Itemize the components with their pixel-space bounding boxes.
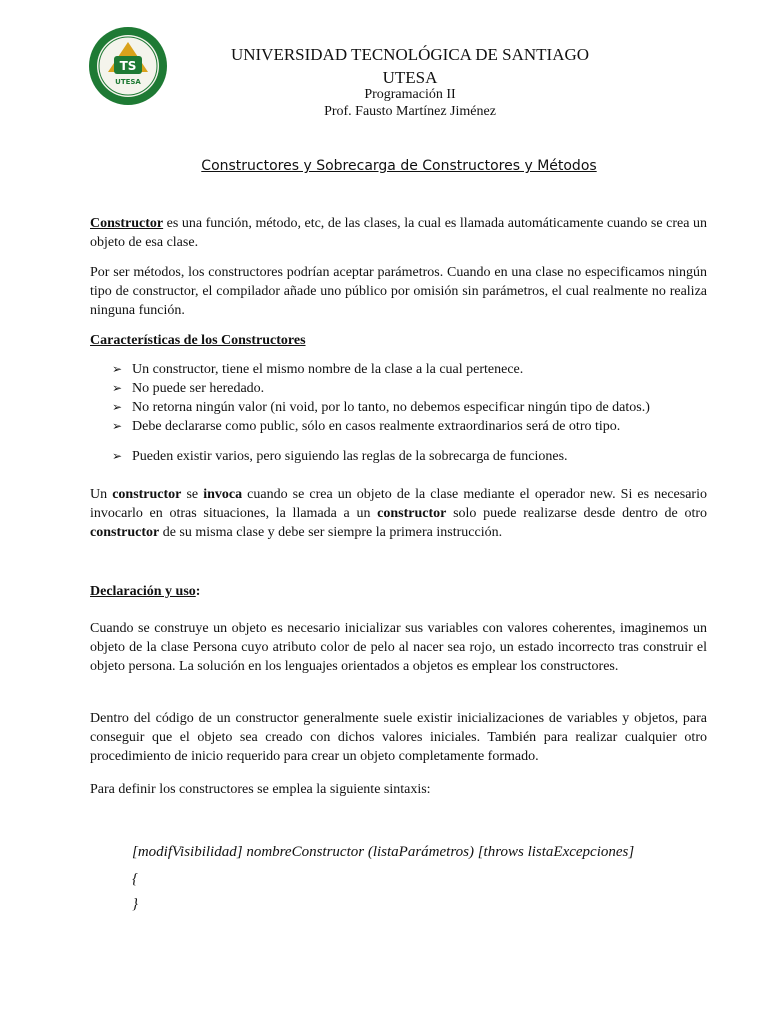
declaration-paragraph-1: Cuando se construye un objeto es necesario inicializar sus variables con valores coherentes, imaginemos un objeto de la clase Persona cuyo atributo color de pelo al nacer sea rojo, un estado incorrecto tras construir el objeto persona. La solución en los lenguajes orientados a objetos es emplear los constructores. (90, 621, 707, 674)
characteristics-heading: Características de los Constructores (90, 333, 306, 348)
arrow-bullet-icon: ➢ (112, 449, 123, 463)
arrow-bullet-icon: ➢ (112, 419, 123, 433)
intro-text: es una función, método, etc, de las clases, la cual es llamada automáticamente cuando se crea un objeto de esa clase. (90, 216, 707, 250)
svg-text:TS: TS (119, 59, 137, 73)
list-item: ➢ Debe declararse como public, sólo en casos realmente extraordinarios será de otro tipo. (112, 419, 621, 434)
arrow-bullet-icon: ➢ (112, 400, 123, 414)
characteristics-list (90, 360, 707, 466)
constructor-term: Constructor (90, 216, 164, 231)
syntax-close-brace: } (132, 896, 138, 912)
characteristics-section (90, 331, 707, 350)
intro-paragraph (90, 214, 707, 252)
arrow-bullet-icon: ➢ (112, 381, 123, 395)
document-title: Constructores y Sobrecarga de Constructores y Métodos (201, 158, 597, 174)
declaration-paragraph-3: Para definir los constructores se emplea la siguiente sintaxis: (90, 782, 431, 797)
params-paragraph (90, 263, 707, 320)
university-name: UNIVERSIDAD TECNOLÓGICA DE SANTIAGO (230, 45, 590, 64)
declaration-paragraph-2: Dentro del código de un constructor generalmente suele existir inicializaciones de variables y objetos, para conseguir que el objeto sea creado con dichos valores iniciales. También para realizar cualquier otro procedimiento de inicio requerido para crear un objeto completamente formado. (90, 711, 707, 764)
arrow-bullet-icon: ➢ (112, 362, 123, 376)
list-item: ➢ Un constructor, tiene el mismo nombre de la clase a la cual pertenece. (112, 362, 524, 377)
svg-text:UTESA: UTESA (115, 78, 141, 86)
declaration-section: Declaración y uso: (90, 584, 201, 599)
syntax-open-brace: { (132, 871, 138, 887)
university-acronym: UTESA (382, 68, 438, 87)
params-text: Por ser métodos, los constructores podrían aceptar parámetros. Cuando en una clase no especificamos ningún tipo de constructor, el compilador añade uno público por omisión sin parámetros, el cual realmente no realiza ninguna función. (90, 265, 707, 318)
professor-name: Prof. Fausto Martínez Jiménez (324, 104, 496, 119)
list-item: ➢ Pueden existir varios, pero siguiendo las reglas de la sobrecarga de funciones. (112, 449, 568, 464)
list-item: ➢ No retorna ningún valor (ni void, por lo tanto, no debemos especificar ningún tipo de datos.) (112, 400, 650, 415)
invoke-paragraph: Un constructor se invoca cuando se crea un objeto de la clase mediante el operador new. Si es necesario invocarlo en otras situaciones, la llamada a un constructor solo puede realizarse desde dentro de otro constructor de su misma clase y debe ser siempre la primera instrucción. (90, 487, 708, 540)
course-name: Programación II (364, 87, 456, 102)
list-item: ➢ No puede ser heredado. (112, 381, 265, 396)
syntax-signature: [modifVisibilidad] nombreConstructor (listaParámetros) [throws listaExcepciones] (132, 844, 635, 860)
declaration-heading: Declaración y uso (90, 584, 196, 599)
utesa-seal-icon (88, 26, 168, 106)
